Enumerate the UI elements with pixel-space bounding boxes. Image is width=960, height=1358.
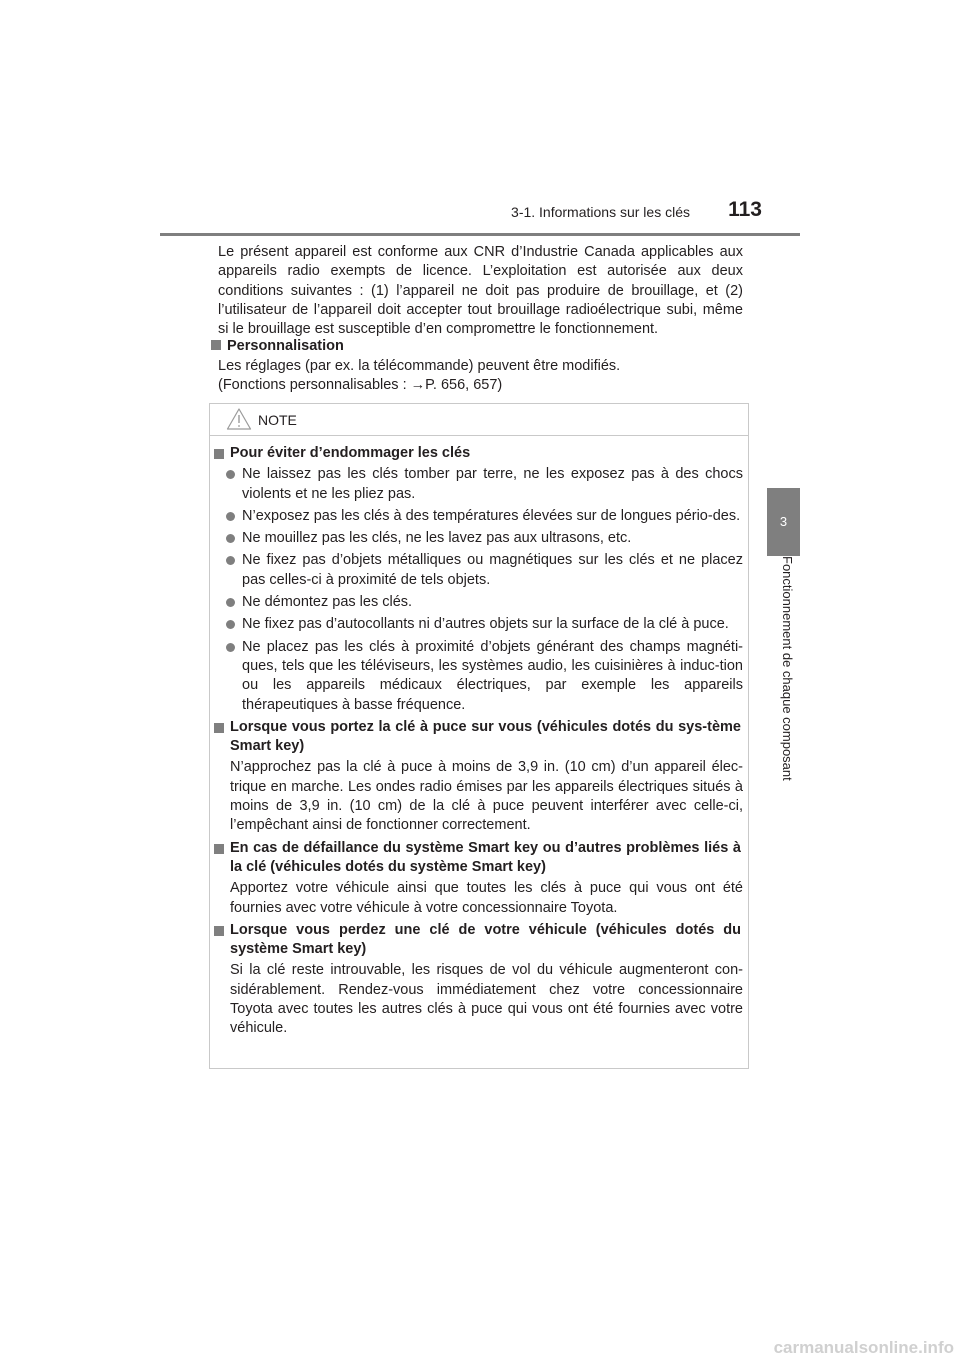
note-section-body: Si la clé reste introuvable, les risques de vol du véhicule augmenteront con-sidérablement. Rendez-vous immédiatement chez votre concessionnaire Toyota avec toutes les autres clés à puce qui vous ont été fournies avec votre véhicule. — [230, 962, 743, 1037]
square-bullet-icon — [214, 449, 224, 459]
round-bullet-icon — [226, 643, 235, 652]
note-heading-text: Lorsque vous portez la clé à puce sur vous (véhicules dotés du sys-tème Smart key) — [230, 718, 741, 755]
page-number: 113 — [728, 198, 762, 221]
note-section-heading — [214, 444, 741, 463]
list-item: Ne mouillez pas les clés, ne les lavez pas aux ultrasons, etc. — [210, 529, 743, 548]
round-bullet-icon — [226, 534, 235, 543]
chapter-label: Fonctionnement de chaque composant — [780, 556, 795, 781]
personalisation-line: Les réglages (par ex. la télécommande) peuvent être modifiés. — [218, 358, 621, 374]
note-box — [209, 403, 749, 1069]
note-title: NOTE — [258, 412, 297, 428]
note-content — [210, 444, 748, 1039]
square-bullet-icon — [211, 340, 221, 350]
round-bullet-icon — [226, 556, 235, 565]
note-section-heading — [214, 718, 741, 757]
list-item: Ne fixez pas d’autocollants ni d’autres objets sur la surface de la clé à puce. — [210, 615, 743, 634]
personalisation-reference: (Fonctions personnalisables : →P. 656, 657) — [218, 377, 503, 394]
footer-watermark: carmanualsonline.info — [560, 1338, 960, 1358]
note-section-heading — [214, 839, 741, 878]
note-header — [210, 404, 748, 436]
intro-paragraph: Le présent appareil est conforme aux CNR d’Industrie Canada applicables aux appareils radio exempts de licence. L’exploitation est autorisée aux deux conditions suivantes : (1) l’appareil ne doit pas produire de brouillage, et (2) l’utilisateur de l’appareil doit accepter tout brouillage radioélectrique subi, même si le brouillage est susceptible d’en compromettre le fonctionnement. — [218, 244, 743, 338]
list-item: Ne laissez pas les clés tomber par terre, ne les exposez pas à des chocs violents et ne les pliez pas. — [210, 465, 743, 504]
personalisation-body — [218, 357, 743, 396]
list-item: N’exposez pas les clés à des températures élevées sur de longues pério-des. — [210, 507, 743, 526]
round-bullet-icon — [226, 470, 235, 479]
square-bullet-icon — [214, 926, 224, 936]
list-item: Ne fixez pas d’objets métalliques ou magnétiques sur les clés et ne placez pas celles-ci à proximité de tels objets. — [210, 551, 743, 590]
note-section-body: N’approchez pas la clé à puce à moins de 3,9 in. (10 cm) d’un appareil élec-trique en marche. Les ondes radio émises par les appareils électriques situés à moins de 3,9 in. (10 cm) de la clé à puce peuvent interférer avec celle-ci, l’empêchant ainsi de fonctionner correctement. — [230, 759, 743, 834]
warning-triangle-icon — [226, 407, 252, 431]
list-item: Ne démontez pas les clés. — [210, 593, 743, 612]
chapter-tab: 3 — [767, 488, 800, 556]
note-section-body: Apportez votre véhicule ainsi que toutes les clés à puce qui vous ont été fournies avec votre véhicule à votre concessionnaire Toyota. — [230, 880, 743, 916]
header-divider — [160, 233, 800, 236]
note-heading-text: Lorsque vous perdez une clé de votre véhicule (véhicules dotés du système Smart key) — [230, 921, 741, 958]
round-bullet-icon — [226, 620, 235, 629]
list-item: Ne placez pas les clés à proximité d’objets générant des champs magnéti-ques, tels que les téléviseurs, les systèmes audio, les cuisinières à induc-tion ou les appareils médicaux électriques, par exemple les appareils thérapeutiques à basse fréquence. — [210, 638, 743, 715]
square-bullet-icon — [214, 844, 224, 854]
note-section-heading — [214, 921, 741, 960]
round-bullet-icon — [226, 512, 235, 521]
personalisation-heading-text: Personnalisation — [227, 338, 344, 354]
personalisation-heading — [211, 337, 344, 356]
square-bullet-icon — [214, 723, 224, 733]
section-title: 3-1. Informations sur les clés — [511, 204, 690, 220]
round-bullet-icon — [226, 598, 235, 607]
note-heading-text: Pour éviter d’endommager les clés — [230, 445, 471, 461]
note-heading-text: En cas de défaillance du système Smart key ou d’autres problèmes liés à la clé (véhicules dotés du système Smart key) — [230, 839, 741, 875]
